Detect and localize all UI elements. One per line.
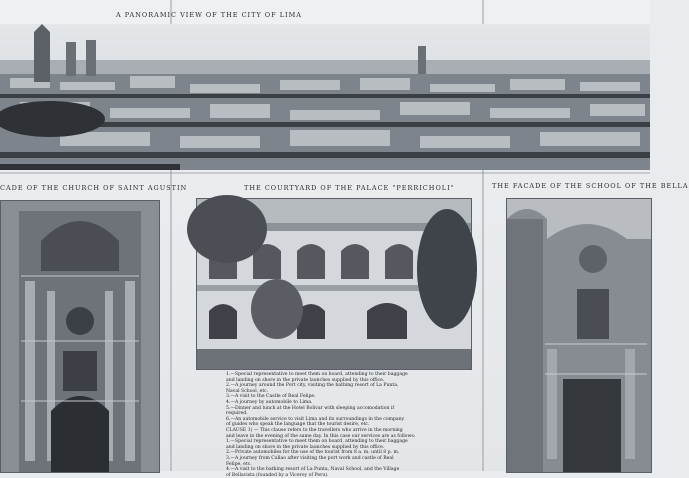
- courtyard-caption: THE COURTYARD OF THE PALACE "PERRICHOLI": [244, 184, 455, 192]
- itinerary-line: 1.—Special representative to meet them on board, attending to their baggage: [226, 439, 408, 445]
- itinerary-line: 2.—A journey around the Port city, visiting the bathing resort of La Punta,: [226, 383, 399, 389]
- itinerary-line: and landing on shore in the private launches supplied by this office.: [226, 377, 385, 383]
- church-facade-image: [1, 201, 159, 472]
- itinerary-line: 1.—Special representative to meet them on board, attending to their baggage: [226, 372, 408, 377]
- itinerary-line: and landing on shore in the private launches supplied by this office.: [226, 444, 385, 450]
- itinerary-line: 5.—Dinner and lunch at the Hotel Bolivar with sleeping accomodation if: [226, 405, 395, 411]
- courtyard-image: [197, 199, 471, 369]
- itinerary-notes: [226, 372, 476, 478]
- itinerary-line: required.: [226, 411, 248, 417]
- itinerary-line: of guides who speak the language that the tourist desire, etc.: [226, 422, 370, 428]
- itinerary-line: Felipe, etc.: [226, 461, 252, 467]
- itinerary-line: 3.—A visit to the Castle of Real Felipe.: [226, 394, 316, 400]
- itinerary-line: Naval School, etc.: [226, 388, 269, 394]
- itinerary-line: 4.—A visit to the bathing resort of La Punta, Naval School, and the Village: [226, 467, 400, 473]
- school-caption: THE FACADE OF THE SCHOOL OF THE BELLA: [492, 182, 689, 190]
- itinerary-line: of Bellavista (founded by a Viceroy of Peru).: [226, 472, 329, 478]
- itinerary-line: 6.—An automobile service to visit Lima and its surroundings in the company: [226, 416, 405, 422]
- courtyard-photo: [196, 198, 472, 370]
- fold-line-middle: [0, 172, 650, 174]
- school-facade-image: [507, 199, 651, 472]
- school-facade-photo: [506, 198, 652, 473]
- panorama-photo: [0, 24, 650, 170]
- panorama-caption: A PANORAMIC VIEW OF THE CITY OF LIMA: [116, 11, 302, 19]
- church-caption: CADE OF THE CHURCH OF SAINT AGUSTIN: [0, 184, 188, 192]
- itinerary-line: CLAUSE 1) — This clause refers to the travellers who arrive in the morning: [226, 427, 403, 433]
- itinerary-line: 3.—A journey from Callao after visiting the port work and castle of Real: [226, 455, 394, 461]
- itinerary-line: 2.—Private automobiles for the use of the tourist from 8 a. m. until 8 p. m.: [226, 450, 400, 456]
- itinerary-line: and leave in the evening of the same day. In this case our services are as follows:: [226, 433, 416, 439]
- city-skyline-image: [0, 24, 650, 170]
- church-facade-photo: [0, 200, 160, 473]
- itinerary-line: 4.—A journey by automobile to Lima.: [226, 399, 313, 405]
